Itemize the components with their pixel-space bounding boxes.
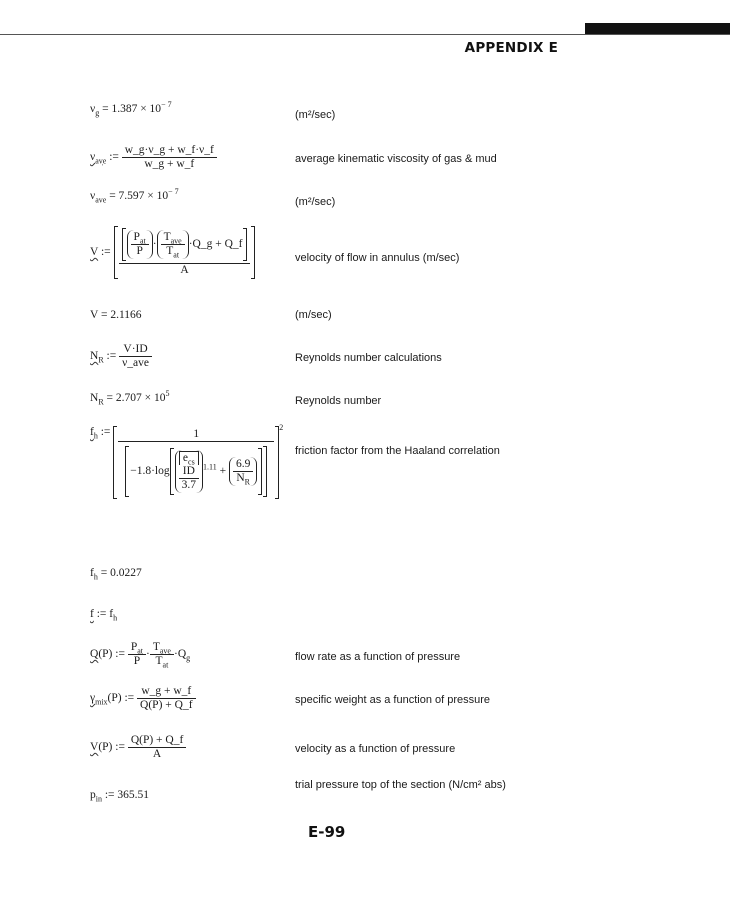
value: = 7.597 × 10: [106, 190, 169, 202]
symbol: Q: [90, 648, 99, 661]
fraction-pat: $\frac{P_{at}}{P}$: [128, 641, 146, 668]
log-bracket: [125, 446, 267, 497]
denominator: w_g + w_f: [144, 158, 195, 170]
value: := 365.51: [101, 789, 150, 801]
math-pin: [90, 789, 150, 804]
math-gamma-def: [90, 685, 196, 712]
fraction: [137, 685, 195, 712]
assign-op: :=: [98, 246, 114, 259]
exponent: − 7: [168, 187, 179, 197]
assign-op: := f: [93, 608, 114, 620]
exponent-111: 1.11: [203, 462, 217, 472]
math-nu-g: [90, 100, 172, 118]
fraction-tave: $\frac{T_{ave}}{T_{at}}$: [150, 641, 174, 668]
desc-v-val: (m/sec): [295, 309, 332, 321]
denominator: [118, 442, 274, 497]
symbol: p: [90, 789, 96, 801]
math-v-def: [90, 226, 255, 279]
page-header-title: APPENDIX E: [464, 40, 558, 56]
assign-op: :=: [106, 151, 122, 164]
argument: (P) :=: [98, 648, 128, 661]
assign-op: :=: [97, 426, 114, 438]
desc-fh-def: friction factor from the Haaland correlation: [295, 445, 500, 457]
paren-nr: $\frac{6.9}{N_R}$: [229, 457, 257, 486]
exponent: − 7: [161, 100, 172, 110]
desc-gamma-def: specific weight as a function of pressure: [295, 694, 491, 706]
tail-term: ·Q: [173, 648, 187, 661]
fraction: [118, 428, 274, 497]
assign-op: :=: [103, 350, 120, 363]
subscript: R: [98, 397, 104, 407]
bracket-expression: [114, 226, 256, 279]
subscript: h: [113, 613, 118, 623]
denominator: A: [152, 748, 162, 760]
subscript: in: [95, 794, 102, 804]
desc-pin: trial pressure top of the section (N/cm² abs): [295, 779, 506, 791]
header-rule: [0, 34, 730, 35]
math-nr-val: [90, 389, 170, 407]
argument: (P) :=: [98, 741, 128, 754]
math-fh-val: [90, 567, 142, 582]
subscript: ave: [95, 156, 107, 166]
exponent: 5: [165, 389, 170, 399]
denominator: Q(P) + Q_f: [140, 699, 193, 711]
symbol: ν: [90, 190, 96, 202]
value: = 2.707 × 10: [103, 392, 166, 404]
log-term: −1.8·log: [130, 465, 170, 478]
symbol: ν: [90, 103, 96, 115]
desc-nr-def: Reynolds number calculations: [295, 352, 442, 364]
subscript: g: [186, 653, 191, 663]
numerator: 1: [118, 428, 274, 442]
symbol: ν: [90, 151, 96, 164]
fraction: [128, 734, 186, 761]
math-fh-def: [90, 423, 284, 499]
math-nu-ave-def: [90, 144, 217, 171]
fraction: [119, 228, 251, 277]
subscript: mix: [95, 697, 108, 707]
symbol: γ: [90, 692, 96, 705]
desc-nr-val: Reynolds number: [295, 395, 382, 407]
inner-bracket: $\frac{P_{at}}{P}$ · $\frac{T_{ave}}{T_{at}}$ ·Q_g + Q_f: [122, 228, 248, 261]
numerator: [119, 228, 251, 264]
denominator: ν_ave: [122, 357, 150, 369]
tail-term: ·Q_g + Q_f: [188, 238, 243, 251]
subscript: g: [95, 108, 100, 118]
math-v-val: V = 2.1166: [90, 309, 142, 321]
desc-v-def: velocity of flow in annulus (m/sec): [295, 252, 460, 264]
symbol: N: [90, 350, 99, 363]
symbol: f: [90, 426, 94, 438]
fraction: [122, 144, 217, 171]
numerator: V·ID: [119, 343, 152, 357]
math-vp-def: [90, 734, 186, 761]
page-number: E-99: [308, 823, 346, 841]
math-f-assign: [90, 608, 118, 623]
numerator: w_g + w_f: [137, 685, 195, 699]
numerator: Q(P) + Q_f: [128, 734, 186, 748]
desc-nu-g: (m²/sec): [295, 109, 336, 121]
paren-ecs: $e_{cs}$ ID 3.7: [175, 450, 203, 493]
numerator: w_g·ν_g + w_f·ν_f: [122, 144, 217, 158]
denominator: A: [180, 264, 189, 276]
math-nr-def: [90, 343, 152, 370]
symbol: N: [90, 392, 99, 404]
symbol: V: [90, 741, 99, 754]
symbol: V: [90, 246, 99, 259]
value: = 0.0227: [97, 567, 142, 579]
paren-tave: $\frac{T_{ave}}{T_{at}}$: [157, 230, 189, 259]
symbol: f: [90, 567, 94, 579]
exponent-2: 2: [279, 423, 284, 433]
paren-pat: $\frac{P_{at}}{P}$: [127, 230, 153, 259]
subscript: ave: [95, 195, 107, 205]
log-arg: $e_{cs}$ ID 3.7 $^{1.11}$ + $\frac{6.9}{N_R}$: [170, 448, 263, 495]
symbol: f: [90, 608, 94, 620]
value: = 1.387 × 10: [99, 103, 162, 115]
desc-vp-def: velocity as a function of pressure: [295, 743, 456, 755]
argument: (P) :=: [107, 692, 138, 705]
fraction: [119, 343, 152, 370]
subscript: h: [93, 431, 98, 441]
desc-nu-ave: (m²/sec): [295, 196, 336, 208]
math-q-def: Q(P) := $\frac{P_{at}}{P}$ · $\frac{T_{ave}}{T_{at}}$ $\cdot Q_g$: [90, 641, 191, 670]
math-nu-ave: [90, 187, 179, 205]
bracket-expression: [113, 426, 279, 499]
desc-nu-ave-def: average kinematic viscosity of gas & mud: [295, 153, 497, 165]
subscript: R: [98, 355, 104, 365]
subscript: h: [93, 572, 98, 582]
desc-q-def: flow rate as a function of pressure: [295, 651, 461, 663]
